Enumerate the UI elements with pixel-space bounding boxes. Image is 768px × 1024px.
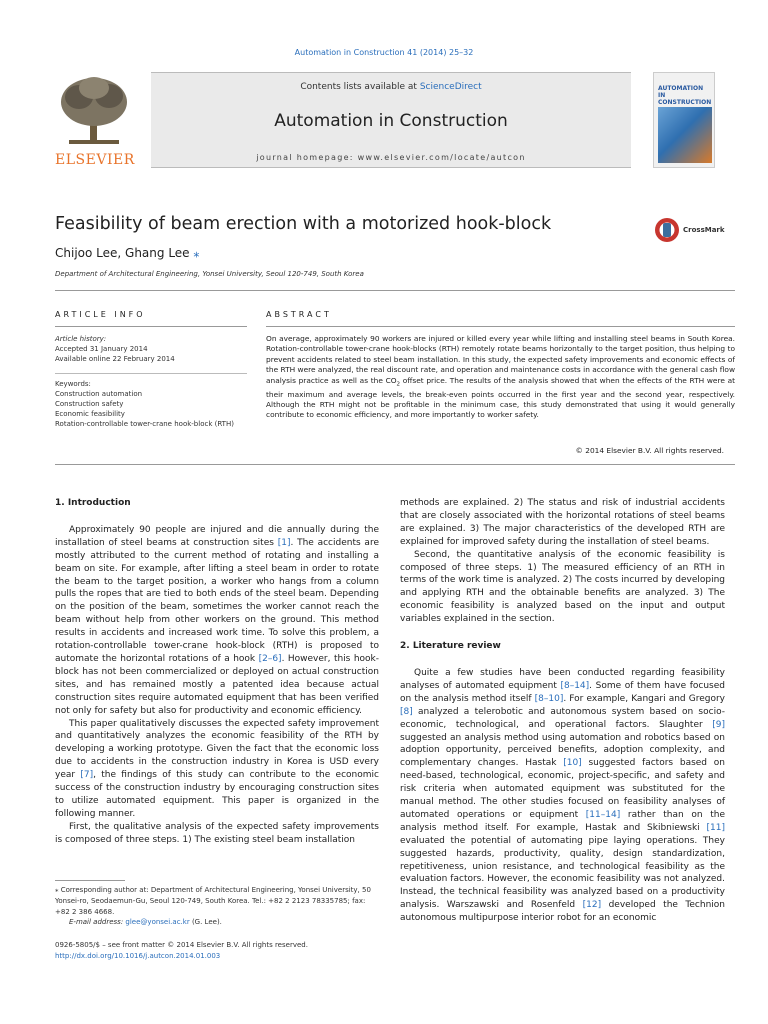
citation-link[interactable]: [10]: [563, 758, 582, 769]
article-title: Feasibility of beam erection with a motorized hook-block: [55, 214, 552, 234]
text: developed the Technion autonomous multipurpose interior robot for an economic: [400, 900, 725, 924]
text: Approximately 90 people are injured and die annually during the installation of steel beams at construction sites: [55, 524, 379, 548]
accepted-date: Accepted 31 January 2014: [55, 345, 148, 353]
section-heading-literature-review: 2. Literature review: [400, 641, 501, 652]
citation-link[interactable]: [7]: [80, 770, 94, 781]
crossmark-label: CrossMark: [683, 226, 725, 234]
text: . However, this hook-block has not been commercialized or deployed on actual construction sites, and has remained mostly a patented idea because actual construction sites require automated equipment that has been verified not only for safety but also for productivity and economic efficiency.: [55, 653, 379, 716]
divider: [266, 326, 735, 327]
article-history: [55, 334, 247, 364]
abstract-part: offset price. The results of the analysis showed that when the effects of the RTH were at their maximum and average levels, the break-even points occurred in the first year and the second year, respectively. Although the RTH might not be profitable in the minimum case, this study demonstrated that using it would generally contribute to economic efficiency, and more importantly to worker safety.: [266, 375, 735, 420]
divider: [55, 464, 735, 465]
journal-homepage[interactable]: journal homepage: www.elsevier.com/locate/autcon: [256, 153, 526, 162]
doi-link[interactable]: http://dx.doi.org/10.1016/j.autcon.2014.01.003: [55, 951, 221, 960]
citation-link[interactable]: [12]: [582, 900, 602, 911]
divider: [55, 290, 735, 291]
text: evaluated the potential of automating pipe laying operations. They suggested hazards, productivity, quality, design standardization, repetitiveness, union resistance, and technological feasibility as the evaluation factors. However, the economic feasibility was not analyzed. Instead, the technical feasibility was analyzed based on a productivity analysis. Warszawski and Rosenfeld: [400, 835, 725, 911]
paragraph: [55, 524, 379, 718]
masthead-box: [151, 72, 631, 168]
footnote-divider: [55, 880, 125, 881]
sciencedirect-link[interactable]: ScienceDirect: [419, 82, 482, 92]
contents-prefix: Contents lists available at: [300, 82, 420, 92]
crossmark-badge[interactable]: [654, 217, 734, 245]
journal-title: Automation in Construction: [274, 111, 508, 131]
text: . The accidents are mostly attributed to the current method of rotating and installing a beam on site. For example, after lifting a steel beam in order to rotate the beam to the target position, a worker who hangs from a column pulls the ropes that are tied to both ends of the steel beam. Depending on the position of the beam, sometimes the worker cannot reach the beam without help from other workers on the ground. This method results in accidents and increased work time. To solve this problem, a rotation-controllable tower-crane hook-block (RTH) is proposed to automate the horizontal rotations of a hook: [55, 537, 379, 664]
abstract-heading: ABSTRACT: [266, 310, 332, 319]
email-suffix: (G. Lee).: [189, 918, 222, 927]
journal-reference[interactable]: Automation in Construction 41 (2014) 25–32: [294, 48, 474, 57]
citation-link[interactable]: [8]: [400, 706, 413, 717]
paragraph: First, the qualitative analysis of the expected safety improvements is composed of three steps. 1) The existing steel beam installation: [55, 821, 379, 845]
text: analyzed a telerobotic and autonomous system based on socio-economic, technological, and operational factors. Slaughter: [400, 706, 725, 730]
keywords: [55, 379, 247, 429]
text: , the findings of this study can contribute to the economic success of the construction industry by encouraging construction sites to utilize automated equipment. This paper is organized in the following manner.: [55, 770, 379, 819]
keyword: Construction automation: [55, 390, 143, 398]
abstract-copyright: © 2014 Elsevier B.V. All rights reserved.: [575, 446, 724, 455]
elsevier-tree-icon: [55, 72, 133, 150]
section-heading-introduction: 1. Introduction: [55, 498, 131, 508]
author-names: Chijoo Lee, Ghang Lee: [55, 246, 190, 260]
corresponding-author-note: [55, 885, 379, 917]
keyword: Construction safety: [55, 400, 124, 408]
journal-cover[interactable]: [653, 72, 715, 168]
abstract-text: [266, 334, 735, 421]
body-column-left: [55, 497, 379, 847]
email-link[interactable]: glee@yonsei.ac.kr: [125, 918, 190, 927]
paragraph: Second, the quantitative analysis of the economic feasibility is composed of three steps. 1) The measured efficiency of an RTH in terms of the work time is analyzed. 2) The costs incurred by developing and applying RTH and the obtainable benefits are analyzed. 3) The economic feasibility is analyzed based on the input and output variables explained in the section.: [400, 549, 725, 625]
text: suggested factors based on need-based, technological, economic, project-specific, and safety and risk criteria when automated equipment was substituted for the manual method. The other studies focused on feasibility analyses of automated operations or equipment: [400, 758, 725, 820]
keywords-label: Keywords:: [55, 380, 91, 388]
text: . Some of them have focused on the analysis method itself: [400, 680, 725, 704]
elsevier-wordmark: ELSEVIER: [55, 152, 135, 168]
cover-title: AUTOMATION IN CONSTRUCTION: [658, 85, 712, 106]
divider: [55, 326, 247, 327]
article-info-heading: ARTICLE INFO: [55, 310, 146, 319]
authors: [55, 246, 199, 260]
footnote-text: Corresponding author at: Department of Architectural Engineering, Yonsei University, 50 Yonsei-ro, Seodaemun-Gu, Seoul 120-749, South Korea. Tel.: +82 2 2123 78335785; fax: +82 2 386 4668.: [55, 886, 371, 916]
abstract-part: On average, approximately 90 workers are injured or killed every year while lifting and installing steel beams in South Korea. Rotation-controllable tower-crane hook-blocks (RTH) remotely rotate beams horizontally to the target position, thus helping to prevent accidents related to steel beam installation. In this study, the expected safety improvements and economic effects of the RTH were analyzed, the real discount rate, and operation and maintenance costs in accordance with the general cash flow analysis practice as well as the CO: [266, 334, 735, 385]
text: rather than on the analysis method itself. For example, Hastak and Skibniewski: [400, 809, 725, 833]
email-line: [55, 917, 379, 928]
online-date: Available online 22 February 2014: [55, 355, 175, 363]
corresponding-author-mark[interactable]: ⁎: [193, 246, 200, 260]
paragraph: methods are explained. 2) The status and risk of industrial accidents that are closely associated with the horizontal rotations of steel beams are explained. 3) The major characteristics of the developed RTH are explained for improved safety during the installation of steel beams.: [400, 498, 725, 547]
keyword: Rotation-controllable tower-crane hook-block (RTH): [55, 420, 234, 428]
footnote: [55, 885, 379, 928]
cover-image: [658, 107, 712, 163]
citation-link[interactable]: [11]: [706, 822, 725, 833]
text: . For example, Kangari and Gregory: [563, 693, 725, 704]
history-label: Article history:: [55, 335, 107, 343]
text: suggested an analysis method using automation and robotics based on adoption opportunity, perceived benefits, adoption complexity, and complementary changes. Hastak: [400, 732, 725, 769]
citation-link[interactable]: [1]: [277, 537, 291, 548]
citation-link[interactable]: [11–14]: [585, 809, 621, 820]
masthead: [55, 72, 715, 168]
paragraph: [55, 718, 379, 821]
footnote-star: ⁎: [55, 886, 59, 894]
email-label: E-mail address:: [69, 918, 126, 927]
divider: [55, 373, 247, 374]
front-matter: [55, 940, 379, 961]
contents-line: [151, 82, 631, 92]
keyword: Economic feasibility: [55, 410, 125, 418]
body-column-right: [400, 497, 725, 925]
co2-subscript: 2: [396, 381, 401, 388]
citation-link[interactable]: [2–6]: [258, 653, 282, 664]
citation-link[interactable]: [8–14]: [560, 680, 590, 691]
citation-link[interactable]: [9]: [712, 719, 725, 730]
elsevier-logo[interactable]: [55, 72, 133, 168]
text: Quite a few studies have been conducted regarding feasibility analyses of automated equipment: [400, 667, 725, 691]
paragraph: [400, 667, 725, 925]
affiliation: Department of Architectural Engineering, Yonsei University, Seoul 120-749, South Korea: [55, 270, 364, 278]
issn-line: 0926-5805/$ – see front matter © 2014 Elsevier B.V. All rights reserved.: [55, 941, 308, 949]
citation-link[interactable]: [8–10]: [534, 693, 564, 704]
text: This paper qualitatively discusses the expected safety improvement and quantitatively analyzes the economic feasibility of the RTH by developing a working prototype. Given the fact that the economic loss due to accidents in the construction industry in Korea is USD every year: [55, 718, 379, 781]
crossmark-icon: [654, 217, 680, 243]
